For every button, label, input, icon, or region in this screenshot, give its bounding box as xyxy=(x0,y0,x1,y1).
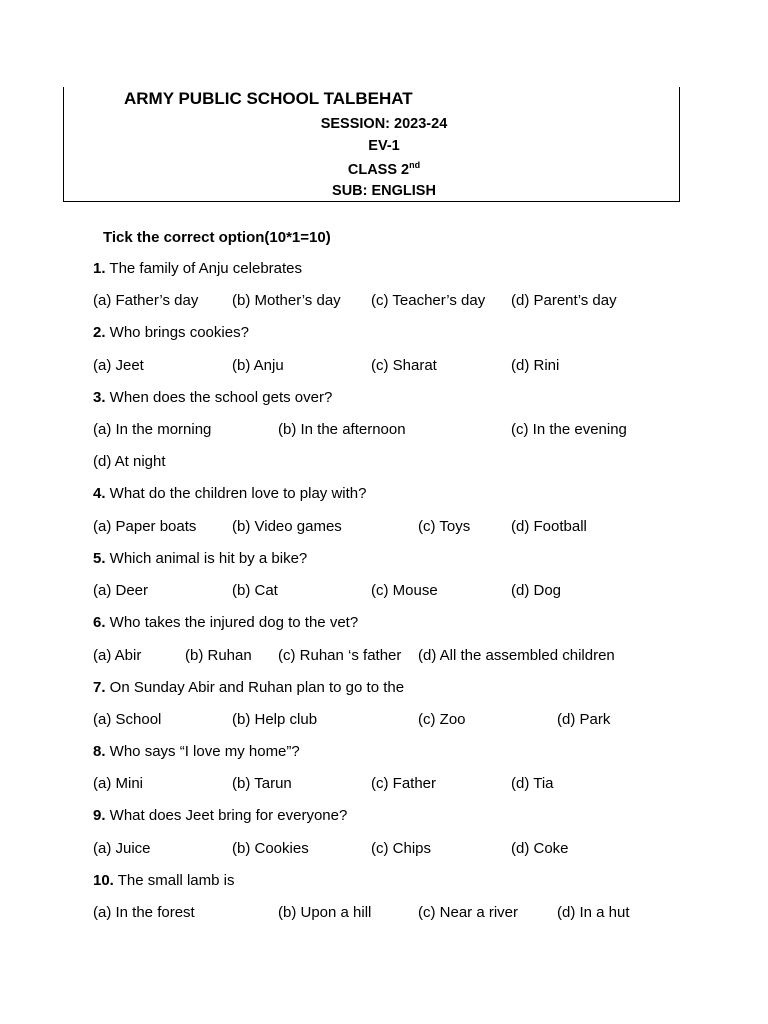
option: (a) In the forest xyxy=(93,904,195,921)
option: (a) Juice xyxy=(93,840,151,857)
option: (c) Near a river xyxy=(418,904,519,921)
option: (b) Video games xyxy=(232,518,342,535)
question-number: 1. xyxy=(93,260,106,277)
question xyxy=(93,743,300,760)
question-number: 6. xyxy=(93,614,106,631)
option: (b) Mother’s day xyxy=(232,292,341,309)
question-number: 7. xyxy=(93,679,106,696)
question-text: On Sunday Abir and Ruhan plan to go to the xyxy=(105,679,405,696)
option: (d) Dog xyxy=(511,582,562,599)
question-number: 3. xyxy=(93,389,106,406)
option: (d) Tia xyxy=(511,775,554,792)
question-text: Who says “I love my home”? xyxy=(105,743,300,760)
option: (d) In a hut xyxy=(557,904,630,921)
option: (a) Jeet xyxy=(93,357,144,374)
option: (c) Zoo xyxy=(418,711,466,728)
option: (a) Mini xyxy=(93,775,144,792)
option: (b) Ruhan xyxy=(185,647,252,664)
option: (d) Parent’s day xyxy=(511,292,617,309)
option: (d) Football xyxy=(511,518,587,535)
option: (a) In the morning xyxy=(93,421,212,438)
option: (a) Paper boats xyxy=(93,518,197,535)
class-superscript: nd xyxy=(409,160,421,170)
question xyxy=(93,389,332,406)
question xyxy=(93,679,404,696)
question xyxy=(93,872,234,889)
question-number: 8. xyxy=(93,743,106,760)
instruction: Tick the correct option(10*1=10) xyxy=(103,229,331,246)
option: (c) Father xyxy=(371,775,437,792)
option: (d) At night xyxy=(93,453,166,470)
question-text: What do the children love to play with? xyxy=(105,485,367,502)
option: (b) Tarun xyxy=(232,775,292,792)
option: (c) Ruhan ‘s father xyxy=(278,647,402,664)
class-line xyxy=(0,160,768,178)
option: (a) Father’s day xyxy=(93,292,199,309)
option: (c) Chips xyxy=(371,840,432,857)
question-text: The family of Anju celebrates xyxy=(105,260,303,277)
school-name: ARMY PUBLIC SCHOOL TALBEHAT xyxy=(124,89,413,108)
question-text: The small lamb is xyxy=(113,872,235,889)
option: (b) In the afternoon xyxy=(278,421,406,438)
option: (d) Coke xyxy=(511,840,569,857)
option: (a) School xyxy=(93,711,162,728)
option: (a) Deer xyxy=(93,582,149,599)
option: (d) All the assembled children xyxy=(418,647,615,664)
option: (d) Rini xyxy=(511,357,560,374)
question xyxy=(93,614,358,631)
exam-line: EV-1 xyxy=(368,138,400,154)
question-text: What does Jeet bring for everyone? xyxy=(105,807,348,824)
option: (b) Anju xyxy=(232,357,284,374)
question-number: 2. xyxy=(93,324,106,341)
question-number: 9. xyxy=(93,807,106,824)
option: (b) Help club xyxy=(232,711,318,728)
question-text: When does the school gets over? xyxy=(105,389,333,406)
question xyxy=(93,485,367,502)
subject-line: SUB: ENGLISH xyxy=(332,183,436,199)
question xyxy=(93,324,249,341)
question-text: Who brings cookies? xyxy=(105,324,249,341)
question-number: 10. xyxy=(93,872,114,889)
option: (d) Park xyxy=(557,711,611,728)
class-label: CLASS 2 xyxy=(347,162,410,178)
question xyxy=(93,550,307,567)
question-number: 5. xyxy=(93,550,106,567)
option: (a) Abir xyxy=(93,647,142,664)
question xyxy=(93,807,347,824)
option: (c) Mouse xyxy=(371,582,438,599)
question-text: Which animal is hit by a bike? xyxy=(105,550,308,567)
question-number: 4. xyxy=(93,485,106,502)
option: (b) Cookies xyxy=(232,840,309,857)
option: (b) Cat xyxy=(232,582,278,599)
option: (c) Toys xyxy=(418,518,471,535)
option: (b) Upon a hill xyxy=(278,904,372,921)
session-line: SESSION: 2023-24 xyxy=(320,116,448,132)
option: (c) In the evening xyxy=(511,421,627,438)
option: (c) Sharat xyxy=(371,357,437,374)
question-text: Who takes the injured dog to the vet? xyxy=(105,614,359,631)
option: (c) Teacher’s day xyxy=(371,292,486,309)
question xyxy=(93,260,302,277)
